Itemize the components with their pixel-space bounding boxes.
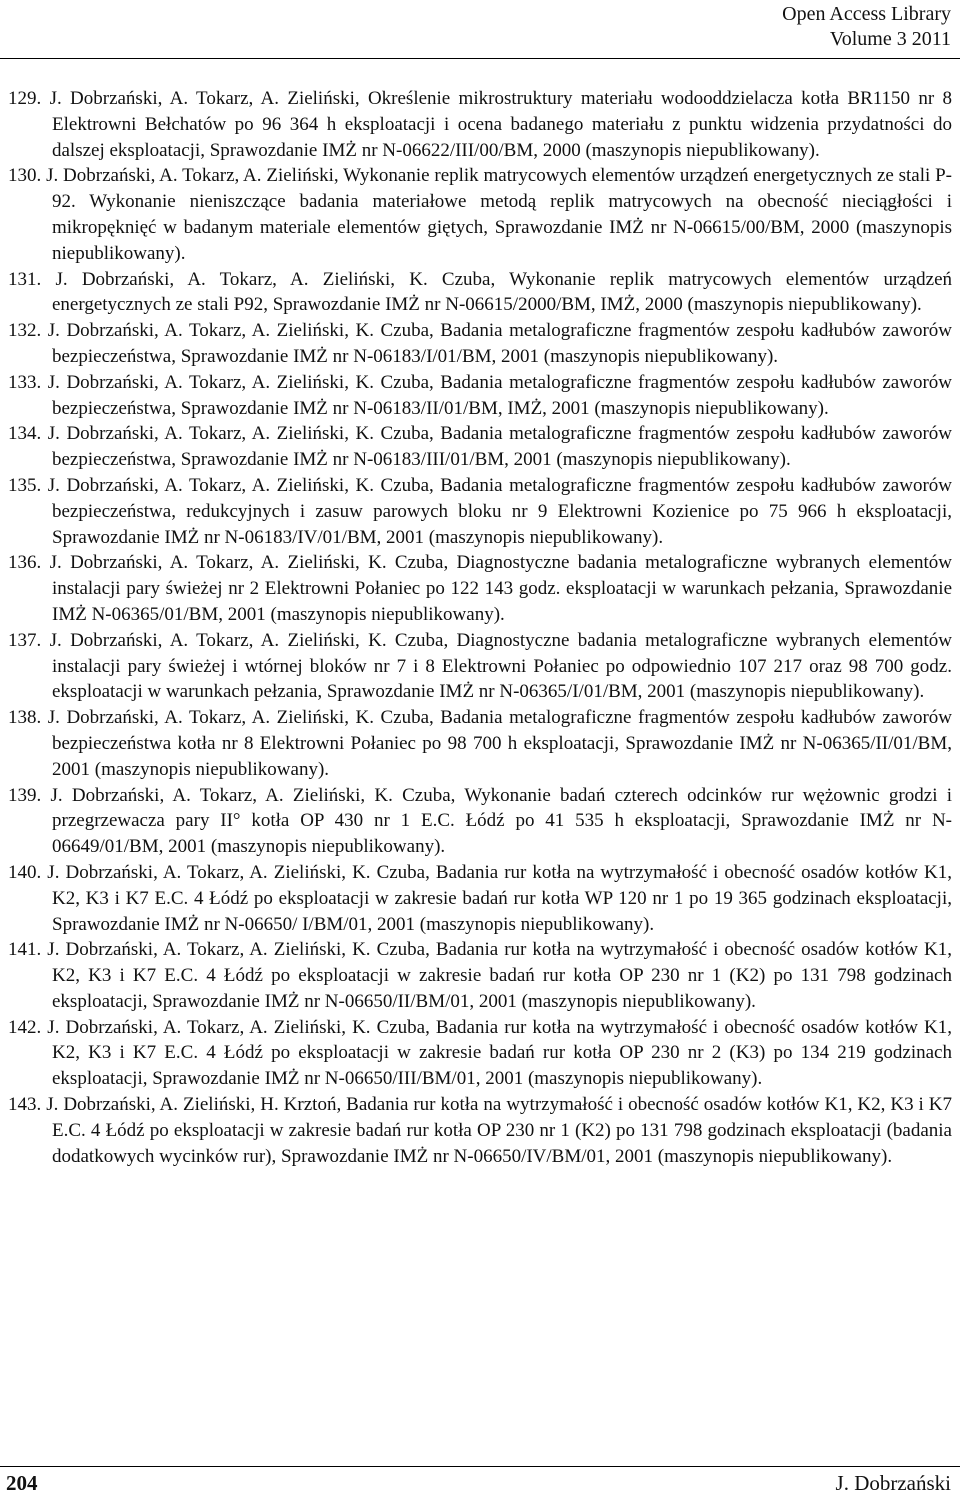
reference-item-137: 137. J. Dobrzański, A. Tokarz, A. Zieliński, K. Czuba, Diagnostyczne badania metalograficzne wybranych elementów instalacji pary świeżej i wtórnej bloków nr 7 i 8 Elektrowni Połaniec po odpowiednio 107 217 oraz 98 700 godz. eksploatacji w warunkach pełzania, Sprawozdanie IMŻ nr N-06365/I/01/BM, 2001 (maszynopis niepublikowany). (8, 629, 952, 703)
reference-item-138: 138. J. Dobrzański, A. Tokarz, A. Zieliński, K. Czuba, Badania metalograficzne fragmentów zespołu kadłubów zaworów bezpieczeństwa kotła nr 8 Elektrowni Połaniec po 98 700 h eksploatacji, Sprawozdanie IMŻ nr N-06365/II/01/BM, 2001 (maszynopis niepublikowany). (8, 707, 952, 780)
reference-item-143: 143. J. Dobrzański, A. Zieliński, H. Krztoń, Badania rur kotła na wytrzymałość i obecność osadów kotłów K1, K2, K3 i K7 E.C. 4 Łódź po eksploatacji w zakresie badań rur kotła OP 230 nr 1 (K2) po 131 798 godzinach eksploatacji (badania dodatkowych wycinków rur), Sprawozdanie IMŻ nr N-06650/IV/BM/01, 2001 (maszynopis niepublikowany). (8, 1094, 952, 1167)
reference-item-136: 136. J. Dobrzański, A. Tokarz, A. Zieliński, K. Czuba, Diagnostyczne badania metalograficzne wybranych elementów instalacji pary świeżej nr 2 Elektrowni Połaniec po 122 143 godz. eksploatacji w warunkach pełzania, Sprawozdanie IMŻ N-06365/01/BM, 2001 (maszynopis niepublikowany). (8, 552, 952, 625)
journal-volume: Volume 3 2011 (829, 28, 951, 50)
footer-rule (0, 1466, 960, 1467)
reference-item-135: 135. J. Dobrzański, A. Tokarz, A. Zieliński, K. Czuba, Badania metalograficzne fragmentów zespołu kadłubów zaworów bezpieczeństwa, redukcyjnych i zasuw parowych bloku nr 9 Elektrowni Kozienice po 75 966 h eksploatacji, Sprawozdanie IMŻ nr N-06183/IV/01/BM, 2001 (maszynopis niepublikowany). (8, 474, 952, 548)
page-number: 204 (6, 1471, 38, 1495)
reference-item-133: 133. J. Dobrzański, A. Tokarz, A. Zieliński, K. Czuba, Badania metalograficzne fragmentów zespołu kadłubów zaworów bezpieczeństwa, Sprawozdanie IMŻ nr N-06183/II/01/BM, IMŻ, 2001 (maszynopis niepublikowany). (8, 371, 952, 419)
footer-author: J. Dobrzański (835, 1471, 951, 1495)
reference-item-141: 141. J. Dobrzański, A. Tokarz, A. Zieliński, K. Czuba, Badania rur kotła na wytrzymałość i obecność osadów kotłów K1, K2, K3 i K7 E.C. 4 Łódź po eksploatacji w zakresie badań rur kotła OP 230 nr 1 (K2) po 131 798 godzinach eksploatacji, Sprawozdanie IMŻ nr N-06650/II/BM/01, 2001 (maszynopis niepublikowany). (8, 939, 952, 1012)
reference-item-134: 134. J. Dobrzański, A. Tokarz, A. Zieliński, K. Czuba, Badania metalograficzne fragmentów zespołu kadłubów zaworów bezpieczeństwa, Sprawozdanie IMŻ nr N-06183/III/01/BM, 2001 (maszynopis niepublikowany). (8, 423, 952, 471)
running-header (782, 2, 951, 52)
reference-list (8, 86, 952, 1169)
reference-item-142: 142. J. Dobrzański, A. Tokarz, A. Zieliński, K. Czuba, Badania rur kotła na wytrzymałość i obecność osadów kotłów K1, K2, K3 i K7 E.C. 4 Łódź po eksploatacji w zakresie badań rur kotła OP 230 nr 2 (K3) po 134 219 godzinach eksploatacji, Sprawozdanie IMŻ nr N-06650/III/BM/01, 2001 (maszynopis niepublikowany). (8, 1016, 952, 1090)
header-rule (0, 58, 960, 59)
reference-item-131: 131. J. Dobrzański, A. Tokarz, A. Zieliński, K. Czuba, Wykonanie replik matrycowych elementów urządzeń energetycznych ze stali P92, Sprawozdanie IMŻ nr N-06615/2000/BM, IMŻ, 2000 (maszynopis niepublikowany). (8, 268, 952, 316)
reference-item-139: 139. J. Dobrzański, A. Tokarz, A. Zieliński, K. Czuba, Wykonanie badań czterech odcinków rur wężownic grodzi i przegrzewacza pary II° kotła OP 430 nr 1 E.C. Łódź po 41 535 h eksploatacji, Sprawozdanie IMŻ nr N-06649/01/BM, 2001 (maszynopis niepublikowany). (8, 784, 952, 858)
reference-item-130: 130. J. Dobrzański, A. Tokarz, A. Zieliński, Wykonanie replik matrycowych elementów urządzeń energetycznych ze stali P-92. Wykonanie nieniszczące badania materiałowe metodą replik matrycowych na obecność nieciągłości i mikropęknięć w badanym materiale elementów giętych, Sprawozdanie IMŻ nr N-06615/00/BM, 2000 (maszynopis niepublikowany). (8, 165, 952, 264)
reference-item-140: 140. J. Dobrzański, A. Tokarz, A. Zieliński, K. Czuba, Badania rur kotła na wytrzymałość i obecność osadów kotłów K1, K2, K3 i K7 E.C. 4 Łódź po eksploatacji w zakresie badań rur kotła WP 120 nr 1 po 19 365 godzinach eksploatacji, Sprawozdanie IMŻ nr N-06650/ I/BM/01, 2001 (maszynopis niepublikowany). (8, 861, 952, 935)
reference-item-129: 129. J. Dobrzański, A. Tokarz, A. Zieliński, Określenie mikrostruktury materiału wodooddzielacza kotła BR1150 nr 8 Elektrowni Bełchatów po 96 364 h eksploatacji i ocena badanego materiału z punktu widzenia przydatności do dalszej eksploatacji, Sprawozdanie IMŻ nr N-06622/III/00/BM, 2000 (maszynopis niepublikowany). (8, 88, 952, 161)
journal-name: Open Access Library (782, 3, 951, 25)
reference-item-132: 132. J. Dobrzański, A. Tokarz, A. Zieliński, K. Czuba, Badania metalograficzne fragmentów zespołu kadłubów zaworów bezpieczeństwa, Sprawozdanie IMŻ nr N-06183/I/01/BM, 2001 (maszynopis niepublikowany). (8, 320, 952, 367)
